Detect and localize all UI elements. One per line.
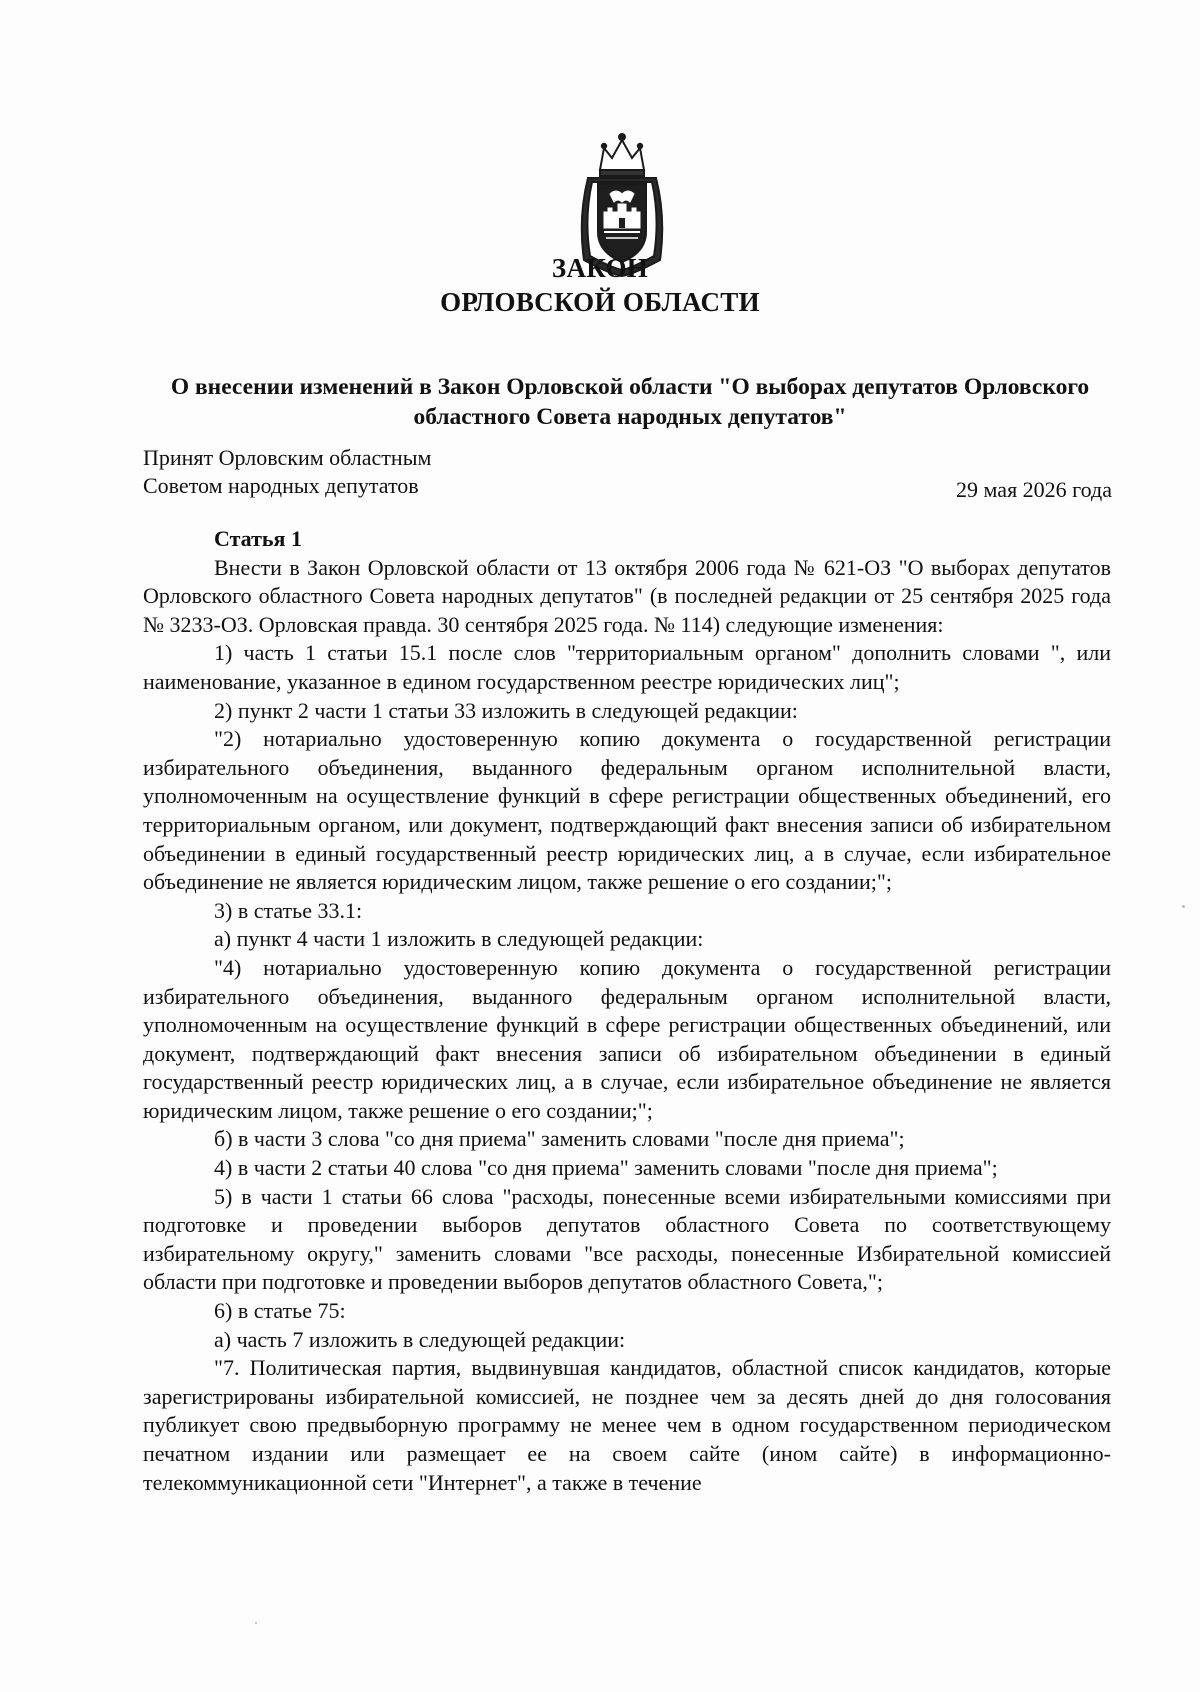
article-heading: Статья 1 [214, 526, 302, 551]
document-subtitle: О внесении изменений в Закон Орловской области "О выборах депутатов Орловского областного Совета народных депутатов" [170, 374, 1090, 430]
body-paragraph: Внести в Закон Орловской области от 13 октября 2006 года № 621-ОЗ "О выборах депутатов Орловского областного Совета народных депутатов" (в последней редакции от 25 сентября 2025 года № 3233-ОЗ. Орловская правда. 30 сентября 2025 года. № 114) следующие изменения: [143, 554, 1111, 637]
body-paragraph: "2) нотариально удостоверенную копию документа о государственной регистрации избирательного объединения, выданного федеральным органом исполнительной власти, уполномоченным на осуществление функций в сфере регистрации общественных объединений, его территориальным органом, или документ, подтверждающий факт внесения записи об избирательном объединении в единый государственный реестр юридических лиц, а в случае, если избирательное объединение не является юридическим лицом, также решение о его создании;"; [143, 726, 1111, 895]
body-paragraph: а) пункт 4 части 1 изложить в следующей редакции: [214, 926, 704, 952]
body-paragraph: "4) нотариально удостоверенную копию документа о государственной регистрации избирательного объединения, выданного федеральным органом исполнительной власти, уполномоченным на осуществление функций в сфере регистрации общественных объединений, или документ, подтверждающий факт внесения записи об избирательном объединении в единый государственный реестр юридических лиц, а в случае, если избирательное объединение не является юридическим лицом, также решение о его создании;"; [143, 954, 1111, 1123]
adoption-line1: Принят Орловским областным [143, 445, 432, 470]
body-paragraph: б) в части 3 слова "со дня приема" заменить словами "после дня приема"; [214, 1126, 905, 1152]
document-title-line2: ОРЛОВСКОЙ ОБЛАСТИ [440, 287, 760, 317]
adoption-date: 29 мая 2026 года [956, 477, 1112, 502]
body-paragraph: "7. Политическая партия, выдвинувшая кандидатов, областной список кандидатов, которые зарегистрированы избирательной комиссией, не позднее чем за десять дней до дня голосования публикует свою предвыборную программу не менее чем в одном государственном периодическом печатном издании или размещает ее на своем сайте (ином сайте) в информационно-телекоммуникационной сети "Интернет", а также в течение [143, 1355, 1111, 1495]
body-paragraph: 6) в статье 75: [214, 1298, 346, 1324]
body-paragraph: 5) в части 1 статьи 66 слова "расходы, понесенные всеми избирательными комиссиями при подготовке и проведении выборов депутатов областного Совета по соответствующему избирательному округу," заменить словами "все расходы, понесенные Избирательной комиссией области при подготовке и проведении выборов депутатов областного Совета,"; [143, 1183, 1111, 1295]
body-paragraph: а) часть 7 изложить в следующей редакции: [214, 1326, 626, 1352]
document-title-line1: ЗАКОН [551, 253, 649, 283]
scan-speck [255, 1622, 257, 1624]
body-paragraph: 4) в части 2 статьи 40 слова "со дня приема" заменить словами "после дня приема"; [214, 1155, 998, 1181]
body-paragraph: 2) пункт 2 части 1 статьи 33 изложить в следующей редакции: [214, 697, 798, 723]
body-paragraph: 1) часть 1 статьи 15.1 после слов "территориальным органом" дополнить словами ", или наименование, указанное в едином государственном реестре юридических лиц"; [143, 640, 1111, 694]
adoption-line2: Советом народных депутатов [143, 473, 419, 498]
document-body [143, 525, 1111, 1497]
body-paragraph: 3) в статье 33.1: [214, 897, 363, 923]
adoption-info [143, 444, 431, 500]
scan-speck [1182, 905, 1185, 908]
